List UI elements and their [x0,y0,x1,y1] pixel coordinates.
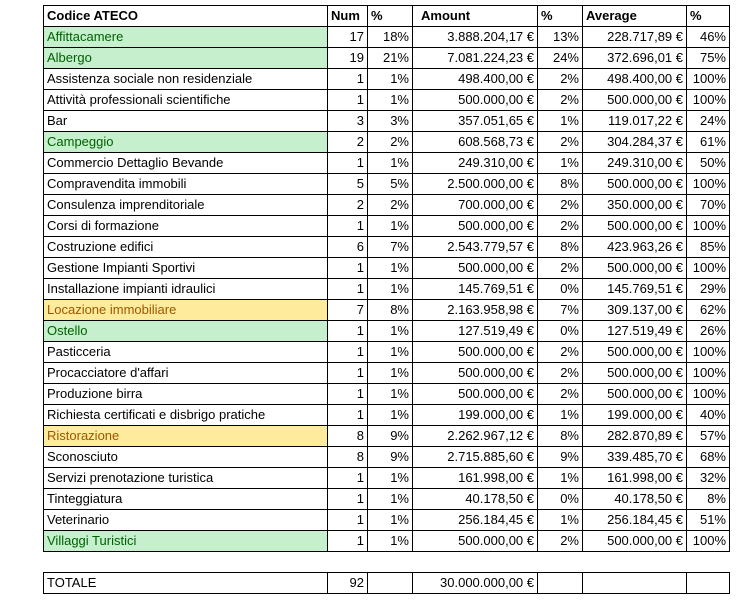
cell-codice-ateco[interactable]: Commercio Dettaglio Bevande [44,153,328,174]
cell-amount-percent[interactable]: 2% [538,216,583,237]
cell-average[interactable]: 228.717,89 € [583,27,687,48]
cell-num[interactable]: 1 [328,279,368,300]
cell-codice-ateco[interactable]: Tinteggiatura [44,489,328,510]
cell-amount-percent[interactable]: 1% [538,510,583,531]
cell-average[interactable]: 256.184,45 € [583,510,687,531]
cell-average-percent[interactable]: 32% [687,468,730,489]
total-empty-cell[interactable] [583,573,687,594]
cell-num-percent[interactable]: 8% [368,300,413,321]
cell-average[interactable]: 309.137,00 € [583,300,687,321]
table-row [44,258,730,279]
cell-average-percent[interactable]: 57% [687,426,730,447]
cell-amount-percent[interactable]: 7% [538,300,583,321]
table-row [44,321,730,342]
cell-num-percent[interactable]: 5% [368,174,413,195]
cell-num[interactable]: 1 [328,363,368,384]
header-num-percent[interactable]: % [368,6,413,27]
cell-num[interactable]: 2 [328,195,368,216]
cell-amount-percent[interactable]: 1% [538,405,583,426]
table-row [44,363,730,384]
cell-amount-percent[interactable]: 8% [538,174,583,195]
cell-amount[interactable]: 500.000,00 € [413,258,538,279]
table-row [44,384,730,405]
cell-num[interactable]: 1 [328,405,368,426]
cell-num[interactable]: 1 [328,342,368,363]
table-row [44,174,730,195]
cell-num-percent[interactable]: 2% [368,132,413,153]
cell-amount[interactable]: 357.051,65 € [413,111,538,132]
cell-num[interactable]: 5 [328,174,368,195]
cell-average-percent[interactable]: 100% [687,258,730,279]
cell-average-percent[interactable]: 100% [687,342,730,363]
cell-average-percent[interactable]: 8% [687,489,730,510]
cell-amount-percent[interactable]: 0% [538,489,583,510]
cell-average[interactable]: 145.769,51 € [583,279,687,300]
cell-amount[interactable]: 2.262.967,12 € [413,426,538,447]
cell-amount[interactable]: 2.163.958,98 € [413,300,538,321]
cell-average-percent[interactable]: 29% [687,279,730,300]
cell-num[interactable]: 6 [328,237,368,258]
cell-num-percent[interactable]: 1% [368,321,413,342]
cell-amount[interactable]: 500.000,00 € [413,384,538,405]
cell-amount[interactable]: 2.500.000,00 € [413,174,538,195]
cell-amount-percent[interactable]: 2% [538,132,583,153]
header-amount-percent[interactable]: % [538,6,583,27]
table-row [44,69,730,90]
cell-average-percent[interactable]: 75% [687,48,730,69]
cell-codice-ateco[interactable]: Consulenza imprenditoriale [44,195,328,216]
ateco-table [43,5,730,594]
cell-num-percent[interactable]: 9% [368,447,413,468]
cell-average[interactable]: 500.000,00 € [583,342,687,363]
cell-amount[interactable]: 500.000,00 € [413,531,538,552]
total-row [44,573,730,594]
cell-amount-percent[interactable]: 0% [538,321,583,342]
cell-amount[interactable]: 500.000,00 € [413,90,538,111]
header-amount[interactable]: Amount [413,6,538,27]
cell-num[interactable]: 1 [328,468,368,489]
header-codice-ateco[interactable]: Codice ATECO [44,6,328,27]
cell-amount[interactable]: 161.998,00 € [413,468,538,489]
cell-num-percent[interactable]: 1% [368,468,413,489]
cell-amount-percent[interactable]: 1% [538,111,583,132]
cell-average[interactable]: 500.000,00 € [583,363,687,384]
cell-num[interactable]: 1 [328,510,368,531]
cell-num[interactable]: 1 [328,216,368,237]
cell-average[interactable]: 199.000,00 € [583,405,687,426]
table-row [44,48,730,69]
table-row [44,279,730,300]
cell-codice-ateco[interactable]: Campeggio [44,132,328,153]
cell-num-percent[interactable]: 1% [368,510,413,531]
cell-num-percent[interactable]: 1% [368,258,413,279]
table-row [44,90,730,111]
cell-amount-percent[interactable]: 24% [538,48,583,69]
cell-average-percent[interactable]: 70% [687,195,730,216]
cell-num[interactable]: 1 [328,531,368,552]
cell-average-percent[interactable]: 100% [687,384,730,405]
table-row [44,300,730,321]
cell-amount-percent[interactable]: 2% [538,363,583,384]
cell-codice-ateco[interactable]: Richiesta certificati e disbrigo pratiche [44,405,328,426]
cell-average-percent[interactable]: 100% [687,69,730,90]
cell-average-percent[interactable]: 100% [687,363,730,384]
table-row [44,111,730,132]
cell-num[interactable]: 1 [328,153,368,174]
cell-average[interactable]: 500.000,00 € [583,216,687,237]
cell-num-percent[interactable]: 1% [368,69,413,90]
cell-num[interactable]: 1 [328,90,368,111]
header-average[interactable]: Average [583,6,687,27]
cell-average[interactable]: 161.998,00 € [583,468,687,489]
cell-codice-ateco[interactable]: Procacciatore d'affari [44,363,328,384]
cell-num-percent[interactable]: 1% [368,216,413,237]
cell-average-percent[interactable]: 61% [687,132,730,153]
cell-num-percent[interactable]: 1% [368,153,413,174]
cell-average-percent[interactable]: 100% [687,216,730,237]
header-average-percent[interactable]: % [687,6,730,27]
cell-average-percent[interactable]: 62% [687,300,730,321]
cell-num[interactable]: 2 [328,132,368,153]
cell-num-percent[interactable]: 1% [368,279,413,300]
cell-num-percent[interactable]: 2% [368,195,413,216]
cell-codice-ateco[interactable]: Sconosciuto [44,447,328,468]
cell-average-percent[interactable]: 85% [687,237,730,258]
cell-amount[interactable]: 2.715.885,60 € [413,447,538,468]
cell-num-percent[interactable]: 7% [368,237,413,258]
cell-average-percent[interactable]: 46% [687,27,730,48]
cell-num[interactable]: 8 [328,447,368,468]
cell-num-percent[interactable]: 3% [368,111,413,132]
cell-num-percent[interactable]: 1% [368,90,413,111]
cell-num[interactable]: 7 [328,300,368,321]
cell-amount-percent[interactable]: 2% [538,195,583,216]
cell-amount[interactable]: 127.519,49 € [413,321,538,342]
cell-codice-ateco[interactable]: Ristorazione [44,426,328,447]
table-row [44,468,730,489]
cell-average[interactable]: 339.485,70 € [583,447,687,468]
table-row [44,153,730,174]
cell-num-percent[interactable]: 18% [368,27,413,48]
cell-codice-ateco[interactable]: Gestione Impianti Sportivi [44,258,328,279]
cell-num[interactable]: 1 [328,489,368,510]
cell-average[interactable]: 282.870,89 € [583,426,687,447]
cell-num-percent[interactable]: 1% [368,489,413,510]
cell-average-percent[interactable]: 100% [687,90,730,111]
cell-amount-percent[interactable]: 13% [538,27,583,48]
table-row [44,132,730,153]
cell-average[interactable]: 304.284,37 € [583,132,687,153]
cell-average-percent[interactable]: 51% [687,510,730,531]
cell-average[interactable]: 500.000,00 € [583,174,687,195]
cell-num[interactable]: 1 [328,321,368,342]
table-row [44,195,730,216]
cell-codice-ateco[interactable]: Servizi prenotazione turistica [44,468,328,489]
cell-codice-ateco[interactable]: Produzione birra [44,384,328,405]
cell-amount-percent[interactable]: 1% [538,153,583,174]
cell-average-percent[interactable]: 68% [687,447,730,468]
cell-average[interactable]: 423.963,26 € [583,237,687,258]
cell-codice-ateco[interactable]: Bar [44,111,328,132]
cell-amount-percent[interactable]: 2% [538,342,583,363]
cell-codice-ateco[interactable]: Albergo [44,48,328,69]
cell-amount-percent[interactable]: 2% [538,90,583,111]
cell-amount[interactable]: 700.000,00 € [413,195,538,216]
table-row [44,27,730,48]
cell-codice-ateco[interactable]: Installazione impianti idraulici [44,279,328,300]
cell-average-percent[interactable]: 26% [687,321,730,342]
table-row [44,216,730,237]
cell-codice-ateco[interactable]: Veterinario [44,510,328,531]
total-amount[interactable]: 30.000.000,00 € [413,573,538,594]
table-row [44,510,730,531]
table-row [44,237,730,258]
table-row [44,489,730,510]
cell-amount[interactable]: 2.543.779,57 € [413,237,538,258]
cell-amount-percent[interactable]: 8% [538,237,583,258]
cell-amount[interactable]: 256.184,45 € [413,510,538,531]
cell-average[interactable]: 350.000,00 € [583,195,687,216]
cell-amount-percent[interactable]: 2% [538,531,583,552]
cell-amount[interactable]: 500.000,00 € [413,342,538,363]
cell-num-percent[interactable]: 1% [368,531,413,552]
cell-average[interactable]: 498.400,00 € [583,69,687,90]
cell-num[interactable]: 1 [328,384,368,405]
cell-num[interactable]: 1 [328,69,368,90]
cell-amount[interactable]: 7.081.224,23 € [413,48,538,69]
cell-codice-ateco[interactable]: Villaggi Turistici [44,531,328,552]
cell-amount-percent[interactable]: 2% [538,384,583,405]
spacer-row [44,552,730,573]
cell-amount[interactable]: 500.000,00 € [413,363,538,384]
cell-average[interactable]: 40.178,50 € [583,489,687,510]
cell-average-percent[interactable]: 24% [687,111,730,132]
cell-amount[interactable]: 145.769,51 € [413,279,538,300]
cell-codice-ateco[interactable]: Corsi di formazione [44,216,328,237]
cell-amount-percent[interactable]: 8% [538,426,583,447]
cell-average[interactable]: 127.519,49 € [583,321,687,342]
table-row [44,426,730,447]
cell-average[interactable]: 500.000,00 € [583,258,687,279]
cell-amount[interactable]: 498.400,00 € [413,69,538,90]
table-row [44,342,730,363]
cell-num-percent[interactable]: 1% [368,363,413,384]
cell-amount-percent[interactable]: 9% [538,447,583,468]
cell-average[interactable]: 500.000,00 € [583,384,687,405]
cell-codice-ateco[interactable]: Compravendita immobili [44,174,328,195]
table-footer [44,552,730,594]
cell-amount[interactable]: 199.000,00 € [413,405,538,426]
cell-codice-ateco[interactable]: Attività professionali scientifiche [44,90,328,111]
cell-amount[interactable]: 608.568,73 € [413,132,538,153]
cell-num-percent[interactable]: 1% [368,384,413,405]
cell-amount-percent[interactable]: 1% [538,468,583,489]
cell-average-percent[interactable]: 100% [687,531,730,552]
total-empty-cell[interactable] [687,573,730,594]
total-num[interactable]: 92 [328,573,368,594]
cell-codice-ateco[interactable]: Affittacamere [44,27,328,48]
total-empty-cell[interactable] [368,573,413,594]
cell-amount[interactable]: 500.000,00 € [413,216,538,237]
spreadsheet [43,5,730,594]
cell-codice-ateco[interactable]: Pasticceria [44,342,328,363]
cell-average-percent[interactable]: 100% [687,174,730,195]
total-empty-cell[interactable] [538,573,583,594]
cell-amount[interactable]: 40.178,50 € [413,489,538,510]
cell-codice-ateco[interactable]: Assistenza sociale non residenziale [44,69,328,90]
cell-amount[interactable]: 3.888.204,17 € [413,27,538,48]
cell-num[interactable]: 8 [328,426,368,447]
cell-codice-ateco[interactable]: Ostello [44,321,328,342]
cell-average[interactable]: 500.000,00 € [583,531,687,552]
cell-average-percent[interactable]: 40% [687,405,730,426]
cell-num-percent[interactable]: 1% [368,342,413,363]
table-row [44,447,730,468]
cell-average[interactable]: 372.696,01 € [583,48,687,69]
cell-num[interactable]: 17 [328,27,368,48]
cell-num-percent[interactable]: 9% [368,426,413,447]
cell-amount-percent[interactable]: 2% [538,258,583,279]
header-row [44,6,730,27]
table-row [44,531,730,552]
total-label[interactable]: TOTALE [44,573,328,594]
table-body [44,27,730,552]
cell-num[interactable]: 1 [328,258,368,279]
cell-average-percent[interactable]: 50% [687,153,730,174]
cell-average[interactable]: 249.310,00 € [583,153,687,174]
cell-average[interactable]: 119.017,22 € [583,111,687,132]
table-row [44,405,730,426]
cell-codice-ateco[interactable]: Locazione immobiliare [44,300,328,321]
cell-num-percent[interactable]: 21% [368,48,413,69]
cell-amount-percent[interactable]: 0% [538,279,583,300]
cell-average[interactable]: 500.000,00 € [583,90,687,111]
cell-num-percent[interactable]: 1% [368,405,413,426]
header-num[interactable]: Num [328,6,368,27]
cell-num[interactable]: 3 [328,111,368,132]
cell-amount[interactable]: 249.310,00 € [413,153,538,174]
cell-amount-percent[interactable]: 2% [538,69,583,90]
cell-num[interactable]: 19 [328,48,368,69]
cell-codice-ateco[interactable]: Costruzione edifici [44,237,328,258]
